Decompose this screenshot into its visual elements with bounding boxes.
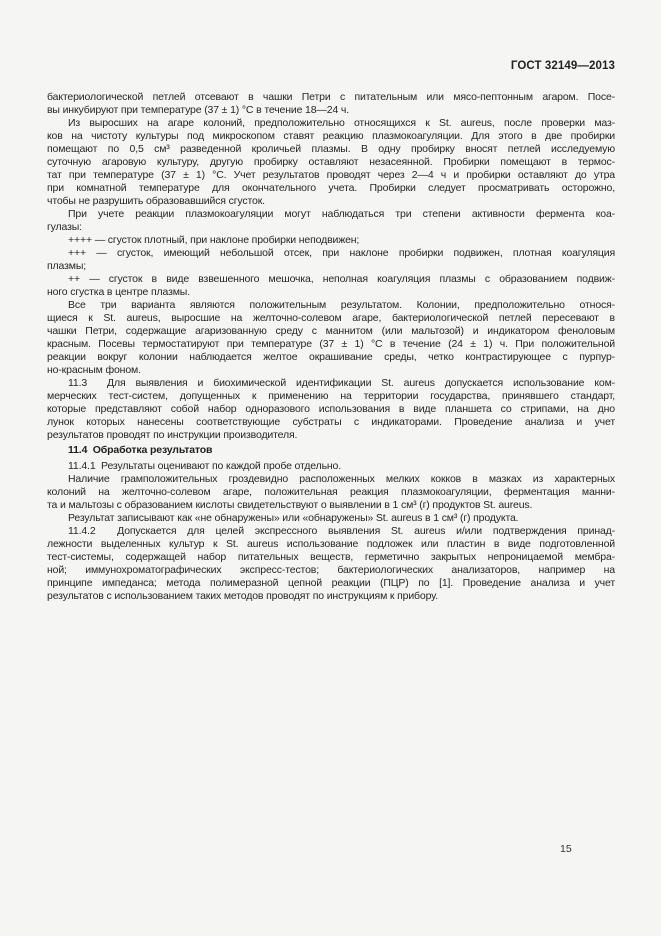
body-line: Все три варианта являются положительным результатом. Колонии, предположительно относя- [68, 299, 615, 311]
body-line: Результат записывают как «не обнаружены» или «обнаружены» St. aureus в 1 см³ (г) продукта. [68, 512, 519, 524]
section-heading: 11.4 Обработка результатов [68, 444, 213, 456]
body-line: чтобы не разрушить образовавшийся сгусток. [47, 195, 265, 207]
body-line: бактериологической петлей отсевают в чашки Петри с питательным или мясо-пептонным агаром. Посе- [47, 91, 615, 103]
body-line: лунок которых нанесены соответствующие субстраты с индикаторами. Проведение анализа и учет [47, 416, 615, 428]
body-line: результатов с использованием таких методов проводят по инструкциям к прибору. [47, 590, 438, 602]
body-line: щиеся к St. aureus, выросшие на желточно-солевом агаре, бактериологической петлей пересевают в [47, 312, 615, 324]
body-line: 11.3 Для выявления и биохимической идентификации St. aureus допускается использование ком- [68, 377, 615, 389]
body-line: лежности выделенных культур к St. aureus использование подложек или пластин в виде подготовленной [47, 538, 615, 550]
body-line: которые представляют собой набор одноразового использования в виде планшета со стрипами, на дно [47, 403, 615, 415]
body-line: тест-системы, содержащей набор питательных веществ, герметично закрытых непроницаемой мембра- [47, 551, 615, 563]
body-line: при комнатной температуре для окончательного учета. Пробирки следует просматривать осторожно, [47, 182, 615, 194]
body-line: красным. Посевы термостатируют при температуре (37 ± 1) °С в течение (24 ± 1) ч. При положительной [47, 338, 615, 350]
body-line: ной; иммунохроматографических экспресс-тестов; бактериологических анализаторов, например на [47, 564, 615, 576]
page-number: 15 [560, 843, 572, 855]
document-standard-number: ГОСТ 32149—2013 [510, 60, 615, 72]
body-line: помещают по 0,5 см³ разведенной кроличьей плазмы. В одну пробирку вносят петлей исследуемую [47, 143, 615, 155]
body-line: суточную агаровую культуру, другую пробирку оставляют незасеянной. Пробирки помещают в термос- [47, 156, 615, 168]
body-line: плазмы; [47, 260, 86, 272]
body-line: чашки Петри, содержащие агаризованную среду с маннитом (или мальтозой) и индикатором феноловым [47, 325, 615, 337]
body-line: Наличие грамположительных гроздевидно расположенных мелких кокков в мазках из характерных [68, 473, 615, 485]
body-line: +++ — сгусток, имеющий небольшой отсек, при наклоне пробирки подвижен, плотная коагуляция [68, 247, 615, 259]
body-line: тат при температуре (37 ± 1) °С. Учет результатов проводят через 2—4 ч и пробирки оставляют до утра [47, 169, 615, 181]
body-line: гулазы: [47, 221, 82, 233]
body-line: вы инкубируют при температуре (37 ± 1) °С в течение 18—24 ч. [47, 104, 349, 116]
body-line: Из выросших на агаре колоний, предположительно относящихся к St. aureus, после проверки маз- [68, 117, 615, 129]
body-line: 11.4.2 Допускается для целей экспрессного выявления St. aureus и/или подтверждения принад- [68, 525, 615, 537]
body-line: колоний на желточно-солевом агаре, положительная реакция плазмокоагуляции, ферментация манни- [47, 486, 615, 498]
body-line: но-красным фоном. [47, 364, 141, 376]
body-line: ного сгустка в центре плазмы. [47, 286, 190, 298]
body-line: реакции вокруг колонии наблюдается желтое окрашивание среды, четко контрастирующее с пурпур- [47, 351, 615, 363]
body-line: принципе импеданса; метода полимеразной цепной реакции (ПЦР) по [1]. Проведение анализа и учет [47, 577, 615, 589]
body-line: 11.4.1 Результаты оценивают по каждой пробе отдельно. [68, 460, 342, 472]
body-line: та и мальтозы с образованием кислоты свидетельствуют о выявлении в 1 см³ (г) продуктов St. aureus. [47, 499, 533, 511]
body-line: мерческих тест-систем, допущенных к применению на территории государства, принявшего стандарт, [47, 390, 615, 402]
body-line: результатов проводят по инструкции производителя. [47, 429, 298, 441]
body-line: При учете реакции плазмокоагуляции могут наблюдаться три степени активности фермента коа- [68, 208, 615, 220]
body-line: ++++ — сгусток плотный, при наклоне пробирки неподвижен; [68, 234, 360, 246]
document-body [47, 91, 615, 603]
body-line: ков на чистоту культуры под микроскопом ставят реакцию плазмокоагуляции. Для этого в две пробирки [47, 130, 615, 142]
body-line: ++ — сгусток в виде взвешенного мешочка, неполная коагуляция плазмы с образованием подвиж- [68, 273, 615, 285]
